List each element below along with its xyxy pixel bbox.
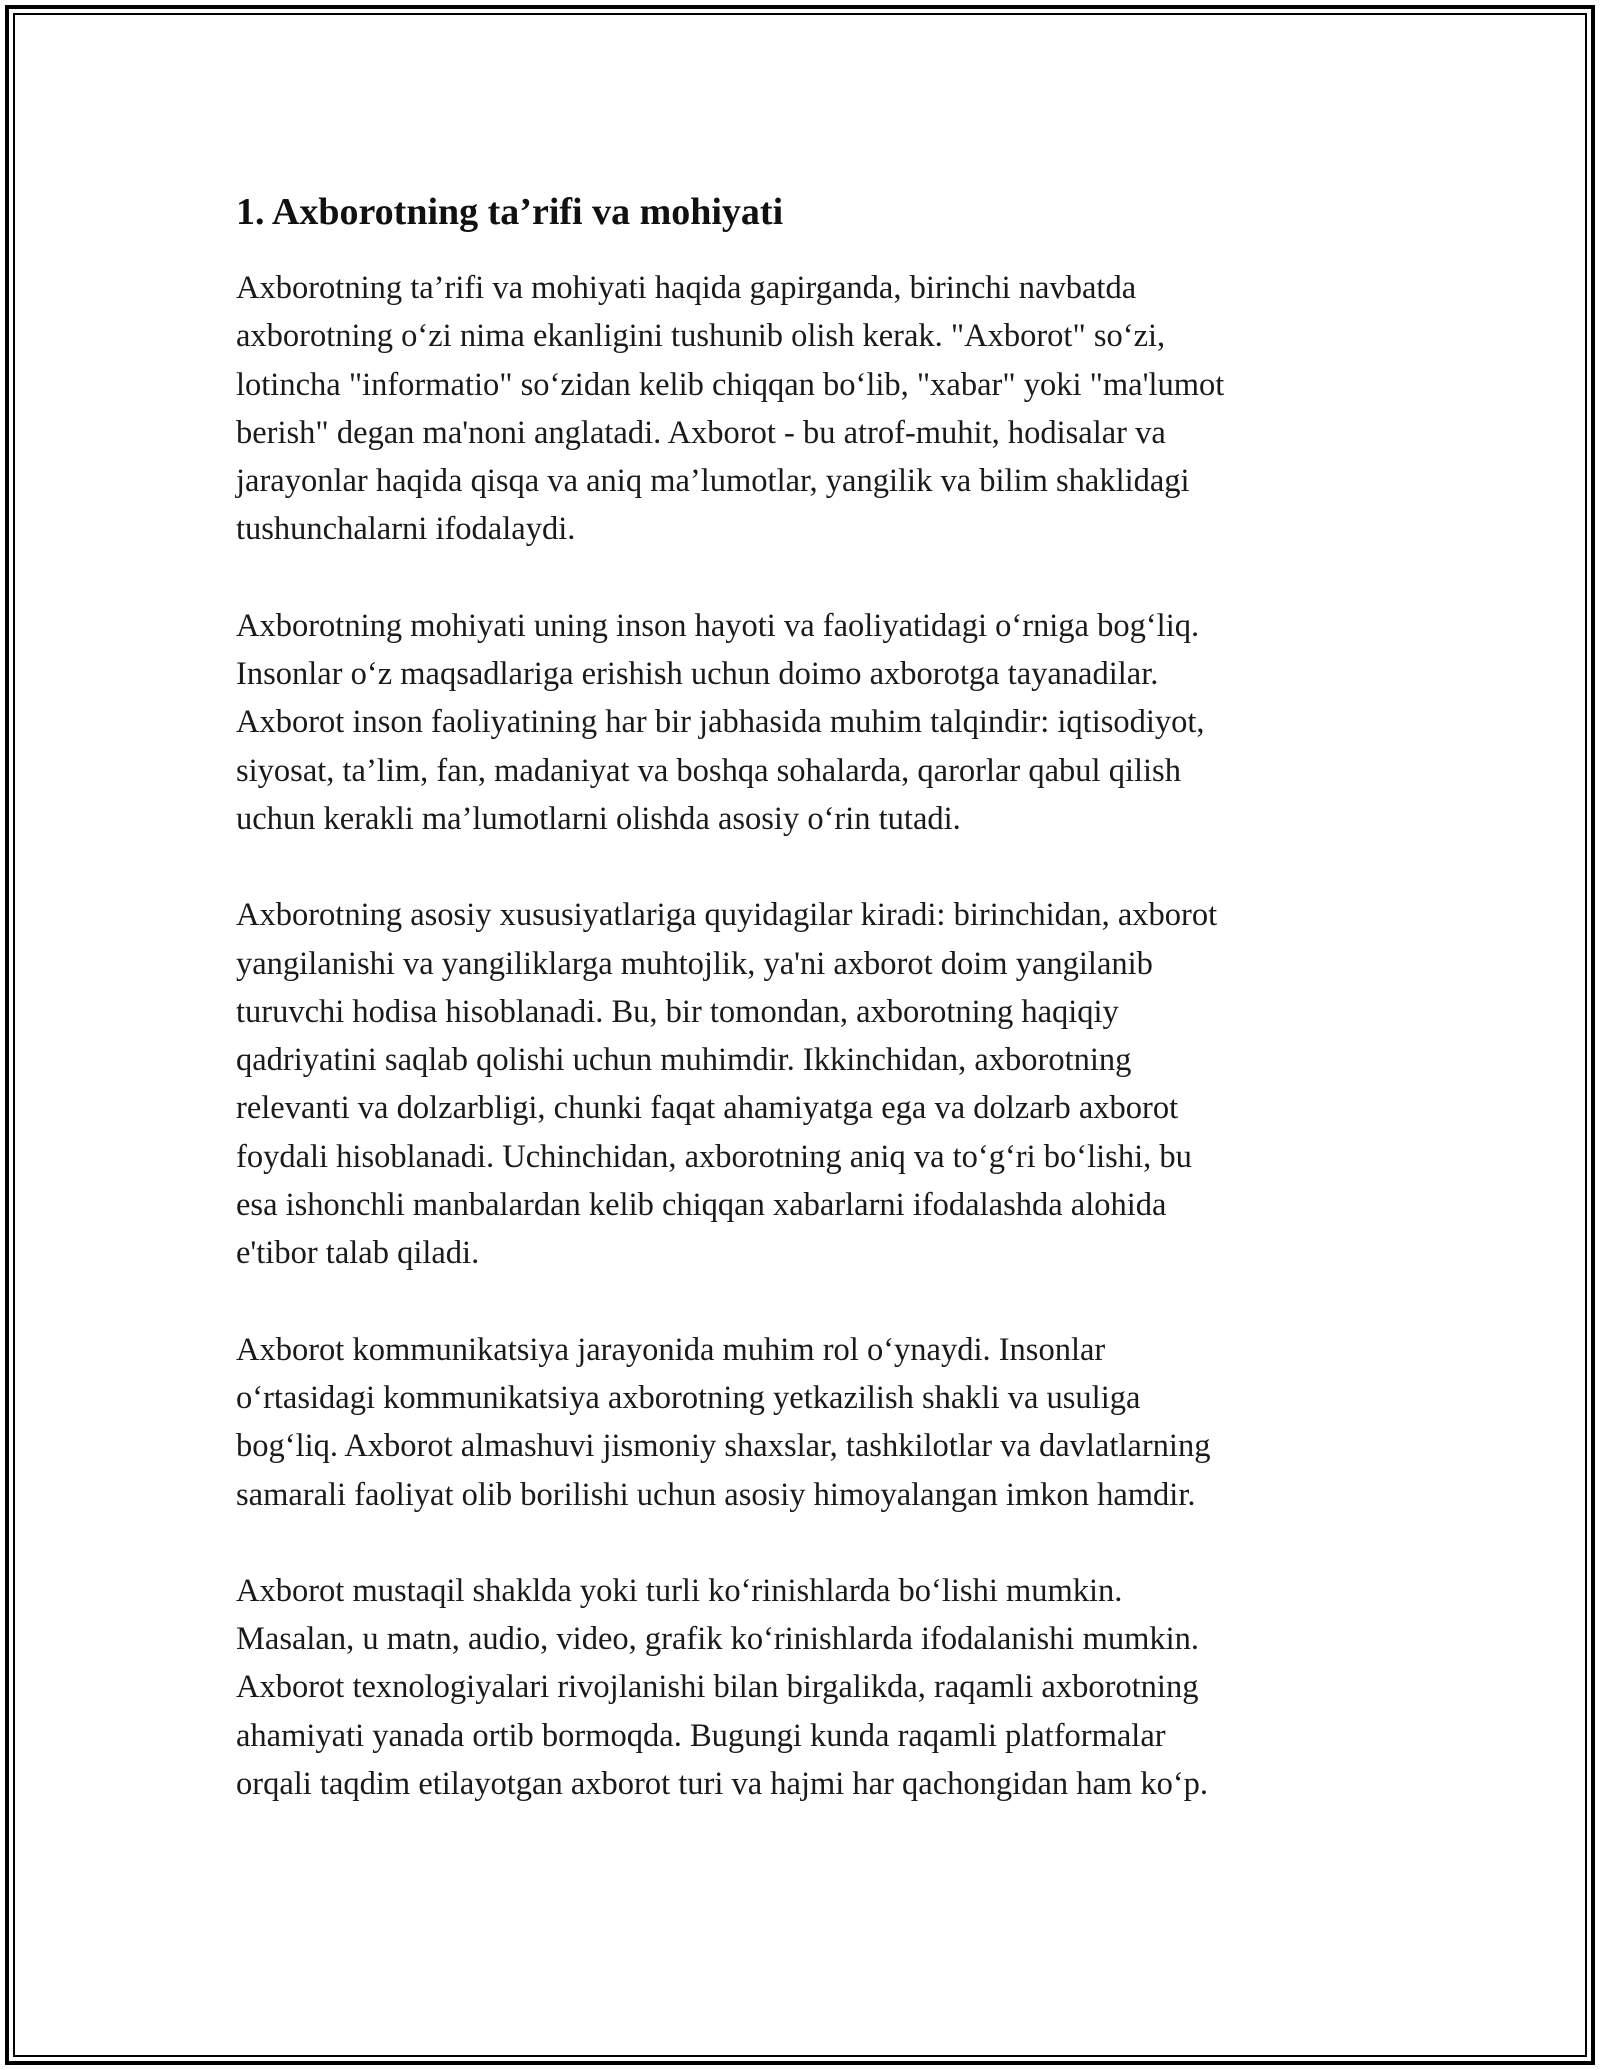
text-line: bog‘liq. Axborot almashuvi jismoniy shaxslar, tashkilotlar va davlatlarning	[236, 1428, 1211, 1465]
text-line: Masalan, u matn, audio, video, grafik ko‘rinishlarda ifodalanishi mumkin.	[236, 1621, 1200, 1658]
paragraph-2	[236, 602, 1356, 843]
text-line: Axborotning asosiy xususiyatlariga quyidagilar kiradi: birinchidan, axborot	[236, 897, 1218, 934]
text-line: Axborotning mohiyati uning inson hayoti va faoliyatidagi o‘rniga bog‘liq.	[236, 607, 1200, 644]
text-line: relevanti va dolzarbligi, chunki faqat ahamiyatga ega va dolzarb axborot	[236, 1090, 1179, 1127]
text-line: berish" degan ma'noni anglatadi. Axborot - bu atrof-muhit, hodisalar va	[236, 414, 1166, 451]
section-heading: 1. Axborotning ta’rifi va mohiyati	[236, 191, 784, 233]
text-line: Insonlar o‘z maqsadlariga erishish uchun doimo axborotga tayanadilar.	[236, 656, 1159, 693]
text-line: axborotning o‘zi nima ekanligini tushunib olish kerak. "Axborot" so‘zi,	[236, 318, 1166, 355]
text-line: Axborot inson faoliyatining har bir jabhasida muhim talqindir: iqtisodiyot,	[236, 704, 1205, 741]
document-body	[236, 188, 1356, 1856]
paragraph-list	[236, 264, 1356, 1808]
text-line: Axborot kommunikatsiya jarayonida muhim rol o‘ynaydi. Insonlar	[236, 1331, 1106, 1368]
paragraph-3	[236, 891, 1356, 1277]
text-line: Axborot mustaqil shaklda yoki turli ko‘rinishlarda bo‘lishi mumkin.	[236, 1572, 1123, 1609]
text-line: orqali taqdim etilayotgan axborot turi va hajmi har qachongidan ham ko‘p.	[236, 1766, 1209, 1803]
text-line: jarayonlar haqida qisqa va aniq ma’lumotlar, yangilik va bilim shaklidagi	[236, 463, 1190, 500]
text-line: yangilanishi va yangiliklarga muhtojlik, ya'ni axborot doim yangilanib	[236, 945, 1153, 982]
text-line: e'tibor talab qiladi.	[236, 1235, 480, 1272]
text-line: turuvchi hodisa hisoblanadi. Bu, bir tomondan, axborotning haqiqiy	[236, 993, 1119, 1030]
text-line: qadriyatini saqlab qolishi uchun muhimdir. Ikkinchidan, axborotning	[236, 1042, 1132, 1079]
paragraph-1	[236, 264, 1356, 554]
text-line: samarali faoliyat olib borilishi uchun asosiy himoyalangan imkon hamdir.	[236, 1476, 1196, 1513]
text-line: uchun kerakli ma’lumotlarni olishda asosiy o‘rin tutadi.	[236, 800, 961, 837]
text-line: ahamiyati yanada ortib bormoqda. Bugungi kunda raqamli platformalar	[236, 1717, 1166, 1754]
text-line: tushunchalarni ifodalaydi.	[236, 511, 576, 548]
paragraph-4	[236, 1326, 1356, 1519]
text-line: foydali hisoblanadi. Uchinchidan, axborotning aniq va to‘g‘ri bo‘lishi, bu	[236, 1138, 1192, 1175]
paragraph-5	[236, 1567, 1356, 1808]
text-line: lotincha "informatio" so‘zidan kelib chiqqan bo‘lib, "xabar" yoki "ma'lumot	[236, 366, 1225, 403]
text-line: esa ishonchli manbalardan kelib chiqqan xabarlarni ifodalashda alohida	[236, 1187, 1167, 1224]
text-line: Axborot texnologiyalari rivojlanishi bilan birgalikda, raqamli axborotning	[236, 1669, 1199, 1706]
text-line: o‘rtasidagi kommunikatsiya axborotning yetkazilish shakli va usuliga	[236, 1379, 1141, 1416]
text-line: siyosat, ta’lim, fan, madaniyat va boshqa sohalarda, qarorlar qabul qilish	[236, 752, 1181, 789]
text-line: Axborotning ta’rifi va mohiyati haqida gapirganda, birinchi navbatda	[236, 270, 1137, 306]
